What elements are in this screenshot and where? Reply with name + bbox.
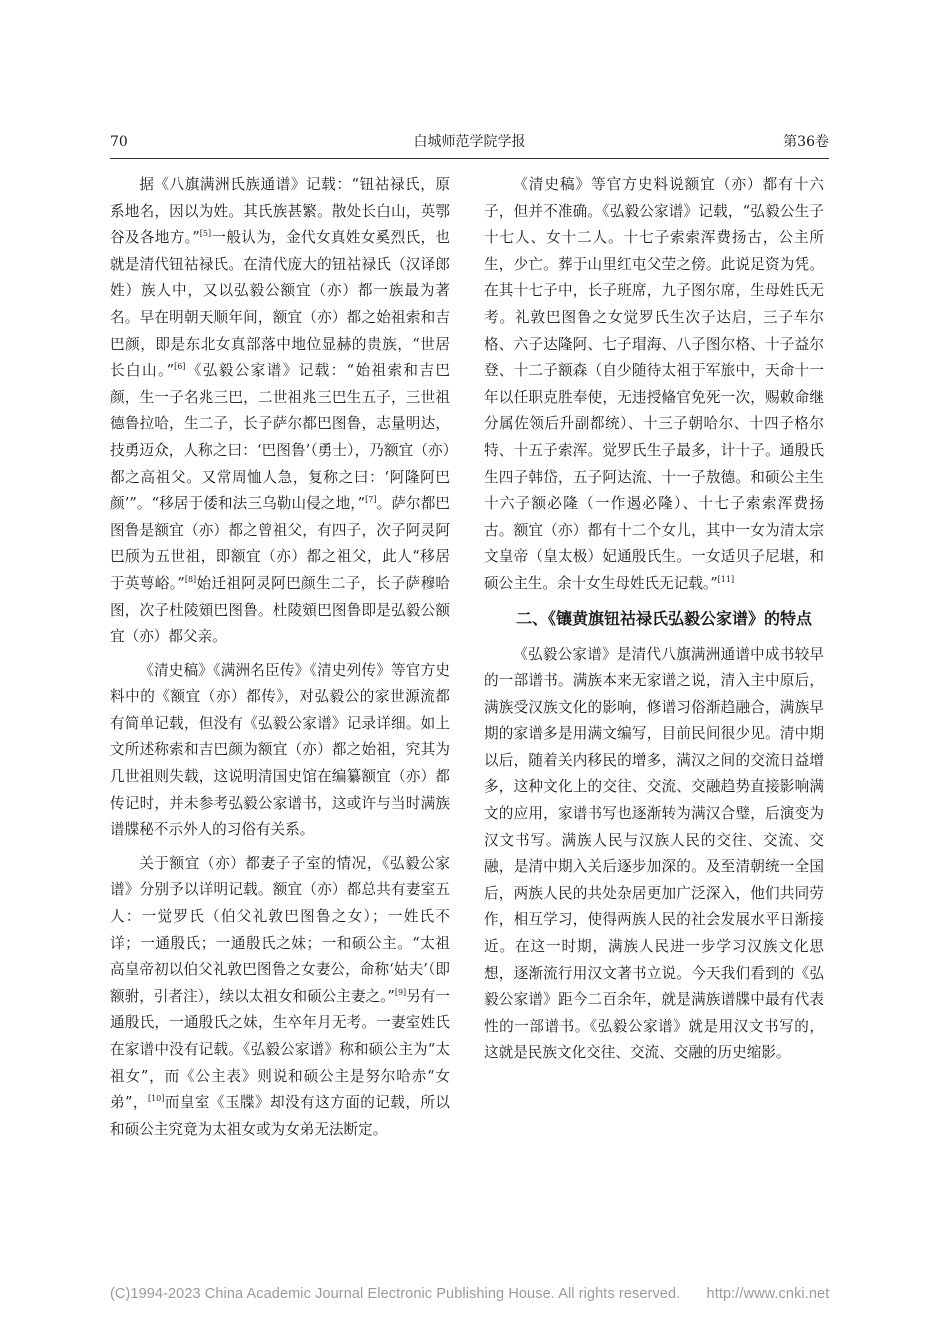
paragraph: 《弘毅公家谱》是清代八旗满洲通谱中成书较早的一部谱书。满族本来无家谱之说，清入主中原后，满族受汉族文化的影响，修谱习俗渐趋融合，满族早期的家谱多是用满文编写，目前民间很少见。清中期以后，随着关内移民的增多，满汉之间的交流日益增多，这种文化上的交往、交流、交融趋势直接影响满文的应用，家谱书写也逐渐转为满汉合璧，后演变为汉文书写。满族人民与汉族人民的交往、交流、交融，是清中期入关后逐步加深的。及至清朝统一全国后，两族人民的共处杂居更加广泛深入，他们共同劳作，相互学习，使得两族人民的社会发展水平日渐接近。在这一时期，满族人民进一步学习汉族文化思想，逐渐流行用汉文著书立说。今天我们看到的《弘毅公家谱》距今二百余年，就是满族谱牒中最有代表性的一部谱书。《弘毅公家谱》就是用汉文书写的，这就是民族文化交往、交流、交融的历史缩影。 [484,645,824,1062]
section-heading: 二、《镶黄旗钮祜禄氏弘毅公家谱》的特点 [516,608,813,628]
paragraph: 《清史稿》《满洲名臣传》《清史列传》等官方史料中的《额宜（亦）都传》，对弘毅公的家世源流都有简单记载，但没有《弘毅公家谱》记录详细。如上文所述称索和吉巴颜为额宜（亦）都之始祖，究其为几世祖则失载，这说明清国史馆在编纂额宜（亦）都传记时，并未参考弘毅公家谱书，这或许与当时满族谱牒秘不示外人的习俗有关系。 [110,661,450,839]
left-column [110,172,450,1150]
page-number: 70 [110,134,128,150]
volume-label: 第36卷 [783,134,829,150]
citation-mark: [7] [365,495,377,505]
copyright-footer [110,1286,830,1302]
citation-mark: [6] [174,362,186,372]
cnki-link[interactable]: http://www.cnki.net [706,1286,830,1302]
paragraph: 据《八旗满洲氏族通谱》记载：“钮祜禄氏，原系地名，因以为姓。其氏族甚繁。散处长白山，英鄂谷及各地方。”[5]一般认为，金代女真姓女奚烈氏，也就是清代钮祜禄氏。在清代庞大的钮祜禄氏（汉译郎姓）族人中，又以弘毅公额宜（亦）都一族最为著名。早在明朝天顺年间，额宜（亦）都之始祖索和吉巴颜，即是东北女真部落中地位显赫的贵族，“世居长白山。”[6]《弘毅公家谱》记载：“始祖索和吉巴颜，生一子名兆三巴，二世祖兆三巴生五子，三世祖德鲁拉哈，生二子，长子萨尔都巴图鲁，志量明达，技勇迈众，人称之曰：‘巴图鲁’（勇士），乃额宜（亦）都之高祖父。又常周恤人急，复称之曰：‘阿隆阿巴颜’”。“移居于倭和法三乌勒山侵之地，”[7]。萨尔都巴图鲁是额宜（亦）都之曾祖父，有四子，次子阿灵阿巴颀为五世祖，即额宜（亦）都之祖父，此人“移居于英萼峪。”[8]始迁祖阿灵阿巴颜生二子，长子萨穆哈图，次子杜陵頞巴图鲁。杜陵頞巴图鲁即是弘毅公额宜（亦）都父亲。 [110,176,450,646]
running-header [110,128,829,156]
journal-title: 白城师范学院学报 [413,134,526,150]
citation-mark: [11] [717,574,735,584]
citation-mark: [5] [199,229,212,239]
copyright-text: (C)1994-2023 China Academic Journal Electronic Publishing House. All rights reserved. [110,1286,681,1302]
paragraph: 关于额宜（亦）都妻子子室的情况，《弘毅公家谱》分别予以详明记载。额宜（亦）都总共有妻室五人：一觉罗氏（伯父礼敦巴图鲁之女）；一姓氏不详；一通殷氏；一通殷氏之妹；一和硕公主。“太祖高皇帝初以伯父礼敦巴图鲁之女妻公，命称‘姑夫’（即额驸，引者注），续以太祖女和硕公主妻之。”[9]另有一通殷氏，一通殷氏之妹，生卒年月无考。一妻室姓氏在家谱中没有记载。《弘毅公家谱》称和硕公主为“太祖女”，而《公主表》则说和硕公主是努尔哈赤“女弟”，[10]而皇室《玉牒》却没有这方面的记载，所以和硕公主究竟为太祖女或为女弟无法断定。 [110,854,450,1138]
citation-mark: [9] [394,987,407,997]
citation-mark: [10] [147,1094,165,1104]
paragraph: 《清史稿》等官方史料说额宜（亦）都有十六子，但并不准确。《弘毅公家谱》记载，“弘毅公生子十七人、女十二人。十七子索索浑费扬古，公主所生，少亡。葬于山里红屯父茔之傍。此说足资为凭。在其十七子中，长子班席，九子图尔席，生母姓氏无考。礼敦巴图鲁之女觉罗氏生次子达启，三子车尔格、六子达隆阿、七子瑁海、八子图尔格、十子益尔登、十二子额森（自少随待太祖于军旅中，天命十一年以任职克胜奉使，无违授偹官免死一次，赐敕命继分属佐领后升副都统）、十三子朝哈尔、十四子格尔特、十五子索浑。觉罗氏生子最多，计十子。通殷氏生四子韩岱，五子阿达流、十一子敖德。和硕公主生十六子额必隆（一作遏必隆）、十七子索索浑费扬古。额宜（亦）都有十二个女儿，其中一女为清太宗文皇帝（皇太极）妃通殷氏生。一女适贝子尼堪，和硕公主生。余十女生母姓氏无记载。”[11] [484,176,824,592]
header-rule [110,158,829,159]
citation-mark: [8] [184,574,197,584]
right-column [484,172,824,1074]
